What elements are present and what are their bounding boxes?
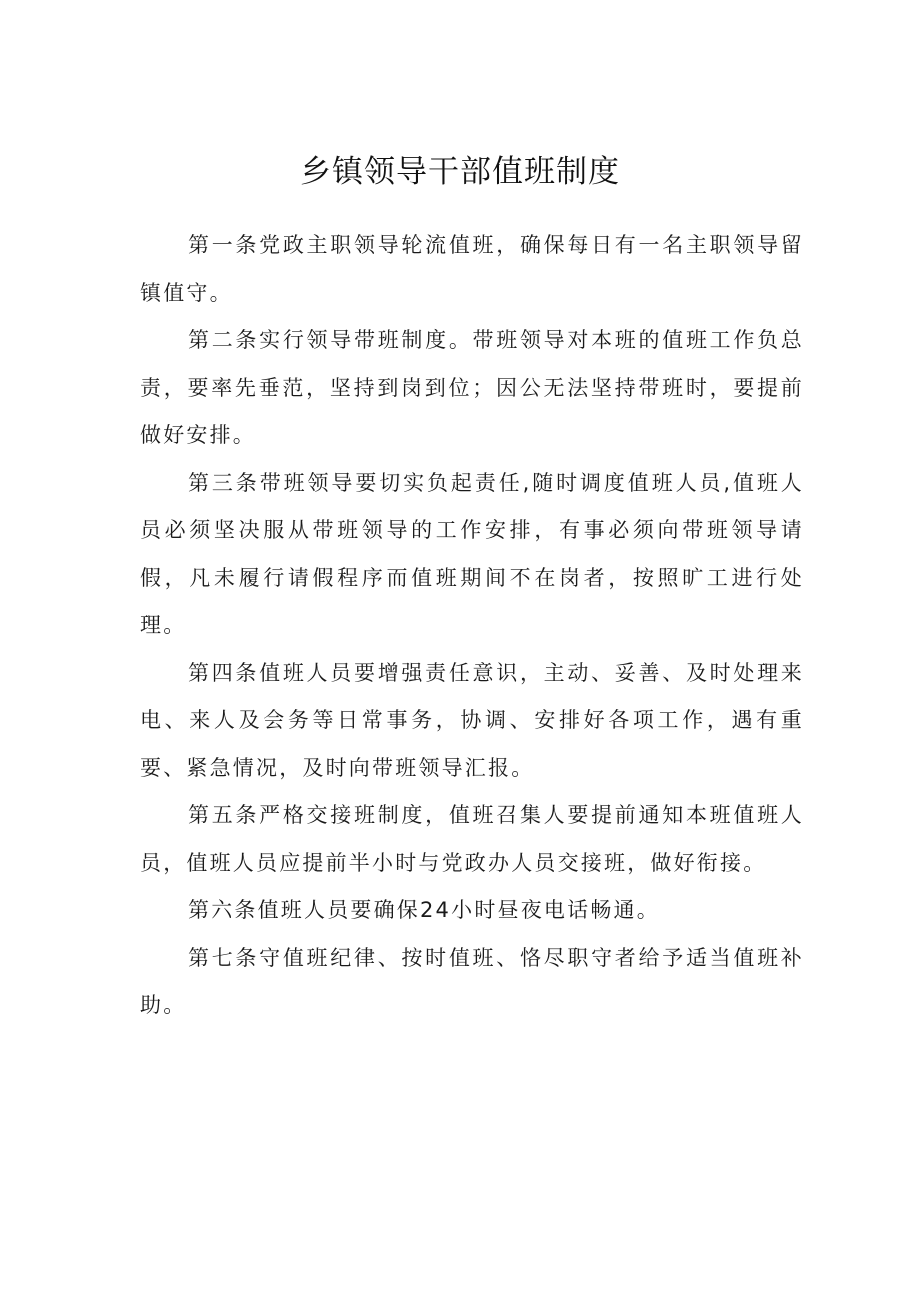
document-body [140,222,804,1030]
article-3-paragraph: 第三条带班领导要切实负起责任,随时调度值班人员,值班人员必须坚决服从带班领导的工作安排，有事必须向带班领导请假，凡未履行请假程序而值班期间不在岗者，按照旷工进行处理。 [140,470,804,637]
article-6-paragraph: 第六条值班人员要确保24小时昼夜电话畅通。 [188,898,660,922]
article-2-paragraph: 第二条实行领导带班制度。带班领导对本班的值班工作负总责，要率先垂范，坚持到岗到位；因公无法坚持带班时，要提前做好安排。 [140,328,804,447]
article-5-paragraph: 第五条严格交接班制度，值班召集人要提前通知本班值班人员，值班人员应提前半小时与党政办人员交接班，做好衔接。 [140,803,804,875]
article-7-paragraph: 第七条守值班纪律、按时值班、恪尽职守者给予适当值班补助。 [140,945,804,1017]
document-title: 乡镇领导干部值班制度 [300,154,620,190]
article-1-paragraph: 第一条党政主职领导轮流值班，确保每日有一名主职领导留镇值守。 [140,233,804,305]
article-4-paragraph: 第四条值班人员要增强责任意识，主动、妥善、及时处理来电、来人及会务等日常事务，协调、安排好各项工作，遇有重要、紧急情况，及时向带班领导汇报。 [140,660,804,780]
